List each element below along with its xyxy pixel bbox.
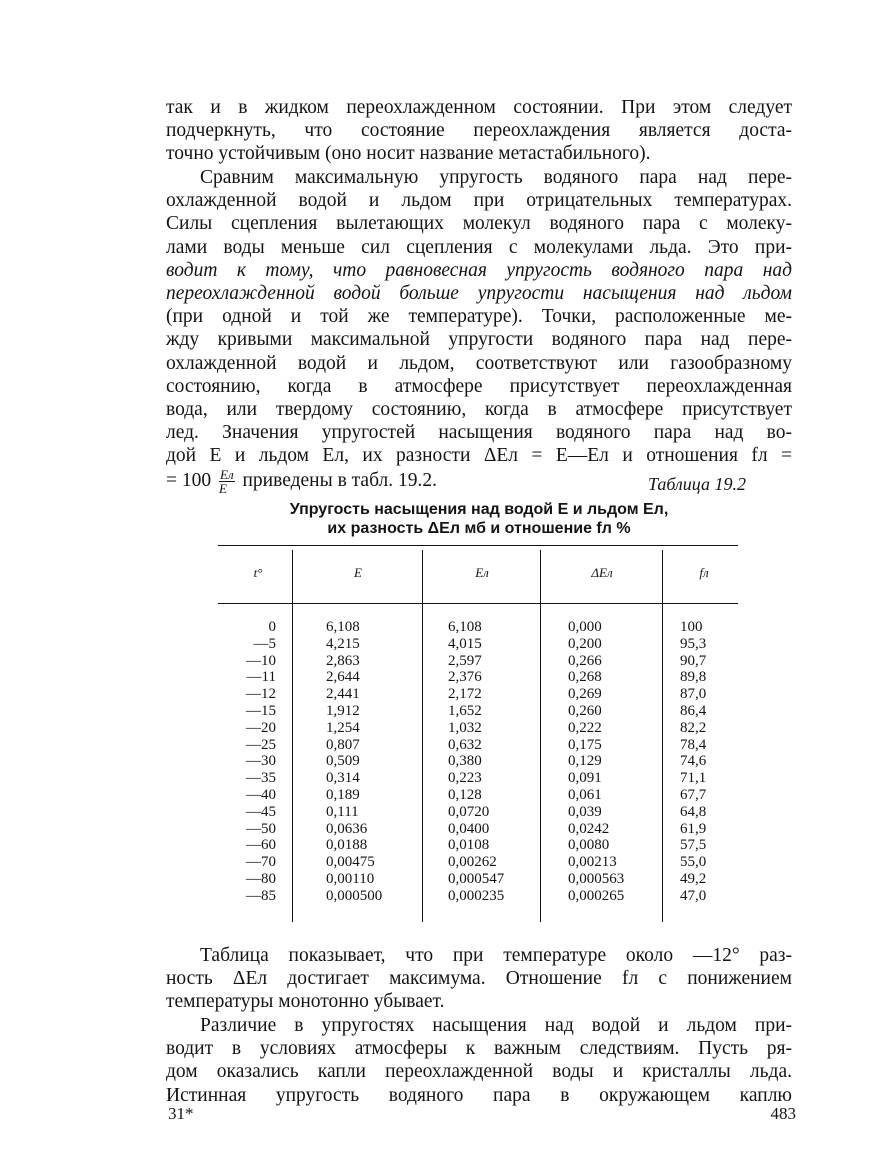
table-cell: 0,189 [326, 786, 360, 803]
table-cell: 0,000563 [568, 870, 625, 887]
table-cell: 86,4 [680, 702, 707, 719]
table-cell: 0,00110 [326, 870, 375, 887]
text-line: приведены в табл. 19.2. [242, 469, 437, 491]
table-cell: 4,015 [448, 635, 482, 652]
table-cell: 2,597 [448, 652, 482, 669]
table-cell: —60 [246, 837, 276, 854]
paragraph-1 [166, 96, 792, 166]
table-cell: 2,376 [448, 669, 482, 686]
table-cell: 61,9 [680, 820, 707, 837]
header-el: Eл [475, 565, 489, 580]
table-cell: 0,266 [568, 652, 602, 669]
table-cell: 0,0242 [568, 820, 610, 837]
table-cell: 4,215 [326, 635, 360, 652]
table-cell: —70 [246, 854, 276, 871]
table-cell: 2,441 [326, 686, 360, 703]
page-number: 483 [770, 1104, 796, 1123]
table-cell: —25 [246, 736, 276, 753]
text-line: Таблица показывает, что при температуре около —12° раз- [200, 945, 792, 966]
table-cell: 0,269 [568, 686, 602, 703]
fraction [219, 468, 235, 495]
table-cell: 71,1 [680, 770, 707, 787]
table-cell: 0,0636 [326, 820, 368, 837]
data-table [218, 545, 738, 923]
table-cell: 0,00213 [568, 854, 617, 871]
table-cell: —85 [246, 887, 276, 904]
table-cell: 67,7 [680, 786, 707, 803]
column-divider [662, 550, 663, 922]
column-divider [292, 550, 293, 922]
table-cell: 82,2 [680, 719, 707, 736]
table-cell: —80 [246, 870, 276, 887]
table-cell: —15 [246, 702, 276, 719]
table-cell: 0,380 [448, 753, 482, 770]
table-cell: 0,260 [568, 702, 602, 719]
column-el [448, 619, 504, 905]
table-cell: 0,0080 [568, 837, 610, 854]
table-cell: 0,00475 [326, 854, 375, 871]
table-cell: —30 [246, 753, 276, 770]
paragraph-2 [166, 166, 792, 495]
table-cell: 57,5 [680, 837, 707, 854]
table-cell: 1,254 [326, 719, 360, 736]
text-line: охлажденной водой и льдом при отрицательных температурах. [166, 190, 792, 212]
table-cell: —11 [246, 669, 276, 686]
table-cell: 0,000 [568, 619, 602, 635]
text-line: водит к тому, что равновесная упругость водяного пара над [166, 259, 792, 281]
table-cell: 2,644 [326, 669, 360, 686]
table-cell: 1,912 [326, 702, 360, 719]
signature-mark: 31* [168, 1104, 194, 1123]
table-cell: —12 [246, 686, 276, 703]
table-cell: 0,061 [568, 786, 602, 803]
text-line: Сравним максимальную упругость водяного пара над пере- [200, 167, 792, 188]
table-cell: —5 [253, 635, 276, 652]
table-cell: 0,807 [326, 736, 360, 753]
table-cell: 0,128 [448, 786, 482, 803]
table-cell: 0,0108 [448, 837, 490, 854]
fraction-numerator: Eл [220, 466, 234, 482]
table-cell: 0,00262 [448, 854, 497, 871]
text-line: Различие в упругостях насыщения над водой и льдом при- [200, 1015, 792, 1036]
table-cell: 0,039 [568, 803, 602, 820]
table-cell: 64,8 [680, 803, 707, 820]
table-cell: 87,0 [680, 686, 707, 703]
header-t: t° [253, 565, 263, 580]
formula-prefix: = 100 [166, 469, 212, 491]
table-cell: 0,175 [568, 736, 602, 753]
table-cell: 2,863 [326, 652, 360, 669]
header-rule [218, 603, 738, 604]
text-line: лед. Значения упругостей насыщения водяного пара над во- [166, 422, 792, 444]
table-cell: —40 [246, 786, 276, 803]
table-cell: 95,3 [680, 635, 707, 652]
table-cell: 0,509 [326, 753, 360, 770]
table-cell: 0,0188 [326, 837, 368, 854]
text-line: вода, или твердому состоянию, когда в атмосфере присутствует [166, 399, 792, 421]
table-cell: 6,108 [448, 619, 482, 635]
caption-line: Упругость насыщения над водой E и льдом Eл, [289, 501, 669, 518]
table-cell: 47,0 [680, 887, 707, 904]
text-line: водит в условиях атмосферы к важным следствиям. Пусть ря- [166, 1038, 792, 1060]
paragraph-3 [166, 944, 792, 1014]
table-cell: 0,129 [568, 753, 602, 770]
column-t [218, 619, 276, 905]
table-cell: —10 [246, 652, 276, 669]
table-cell: —20 [246, 719, 276, 736]
text-line: Силы сцепления вылетающих молекул водяного пара с молеку- [166, 213, 792, 235]
text-line: жду кривыми максимальной упругости водяного пара над пере- [166, 329, 792, 351]
text-line: лами воды меньше сил сцепления с молекулами льда. Это при- [166, 236, 792, 258]
table-cell: 0,111 [326, 803, 359, 820]
table-caption [166, 500, 792, 538]
table-cell: 74,6 [680, 753, 707, 770]
table-cell: 1,032 [448, 719, 482, 736]
table-cell: 0,632 [448, 736, 482, 753]
table-top-rule [218, 545, 738, 546]
table-cell: 0,223 [448, 770, 482, 787]
table-cell: 89,8 [680, 669, 707, 686]
text-line: состоянию, когда в атмосфере присутствует переохлажденная [166, 375, 792, 397]
table-cell: 0 [268, 619, 276, 635]
column-delta-el [568, 619, 624, 905]
table-cell: —35 [246, 770, 276, 787]
header-fl: fл [699, 565, 709, 580]
table-cell: 0,000500 [326, 887, 383, 904]
table-cell: 0,091 [568, 770, 602, 787]
table-cell: 0,000547 [448, 870, 505, 887]
text-line: дой E и льдом Eл, их разности ΔEл = E—Eл и отношения fл = [166, 445, 792, 467]
caption-line: их разность ΔEл мб и отношение fл % [327, 520, 631, 537]
text-line: переохлажденной водой больше упругости насыщения над льдом [166, 283, 792, 305]
table-cell: 1,652 [448, 702, 482, 719]
column-e [326, 619, 382, 905]
table-cell: 0,0400 [448, 820, 490, 837]
header-delta-el: ΔEл [591, 565, 613, 580]
table-cell: —50 [246, 820, 276, 837]
table-cell: 90,7 [680, 652, 707, 669]
text-line: подчеркнуть, что состояние переохлаждения является доста- [166, 120, 792, 142]
table-cell: 0,000265 [568, 887, 625, 904]
column-divider [540, 550, 541, 922]
table-cell: 78,4 [680, 736, 707, 753]
column-divider [422, 550, 423, 922]
text-line: ность ΔEл достигает максимума. Отношение fл с понижением [166, 968, 792, 990]
table-cell: 0,0720 [448, 803, 490, 820]
table-cell: 0,268 [568, 669, 602, 686]
table-cell: —45 [246, 803, 276, 820]
text-line: охлажденной водой и льдом, соответствуют или газообразному [166, 352, 792, 374]
text-line: Истинная упругость водяного пара в окружающем каплю [166, 1084, 792, 1106]
paragraph-4 [166, 1014, 792, 1107]
text-line: температуры монотонно убывает. [166, 991, 445, 1013]
fraction-denominator: E [219, 480, 227, 496]
table-cell: 0,000235 [448, 887, 505, 904]
column-fl [680, 619, 706, 905]
table-cell: 0,200 [568, 635, 602, 652]
text-line: (при одной и той же температуре). Точки, расположенные ме- [166, 306, 792, 328]
table-cell: 100 [680, 619, 703, 635]
table-cell: 2,172 [448, 686, 482, 703]
table-cell: 49,2 [680, 870, 707, 887]
table-cell: 0,222 [568, 719, 602, 736]
text-line: дом оказались капли переохлажденной воды и кристаллы льда. [166, 1061, 792, 1083]
table-cell: 6,108 [326, 619, 360, 635]
header-e: E [354, 565, 362, 580]
table-cell: 55,0 [680, 854, 707, 871]
table-number: Таблица 19.2 [647, 474, 746, 494]
text-line: точно устойчивым (оно носит название метастабильного). [166, 143, 651, 165]
table-cell: 0,314 [326, 770, 360, 787]
text-line: так и в жидком переохлажденном состоянии. При этом следует [166, 97, 792, 118]
